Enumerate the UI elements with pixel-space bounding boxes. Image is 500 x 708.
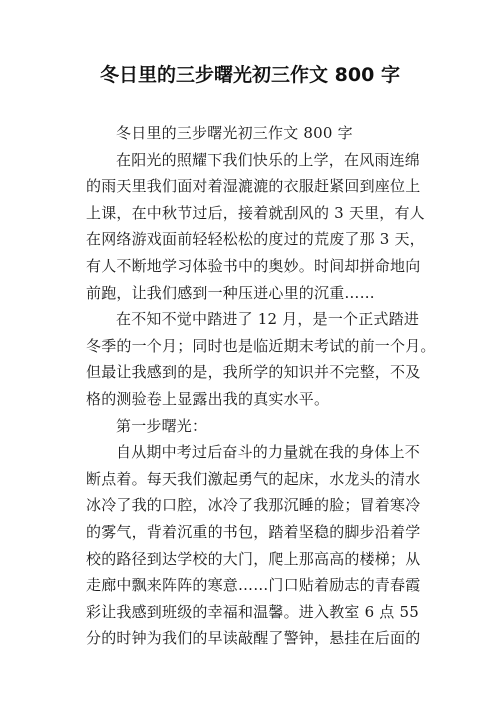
paragraph-line: 冬日里的三步曙光初三作文 800 字 bbox=[116, 124, 353, 142]
paragraph-heading bbox=[86, 120, 422, 147]
paragraph-line: 分的时钟为我们的早读敲醒了警钟，悬挂在后面的 bbox=[86, 629, 421, 648]
paragraph-line: 走廊中飘来阵阵的寒意……门口贴着励志的青春霞 bbox=[86, 576, 421, 595]
paragraph-line: 断点着。每天我们激起勇气的起床，水龙头的清水 bbox=[86, 469, 421, 488]
document-body bbox=[86, 120, 436, 652]
paragraph-line: 冬季的一个月；同时也是临近期末考试的前一个月。 bbox=[86, 336, 436, 355]
paragraph-line: 但最让我感到的是，我所学的知识并不完整，不及 bbox=[86, 363, 421, 382]
paragraph-line: 上课，在中秋节过后，接着就刮风的 3 天里，有人 bbox=[86, 203, 425, 222]
paragraph-line: 在网络游戏面前轻轻松松的度过的荒废了那 3 天， bbox=[86, 230, 425, 249]
paragraph-line: 的雨天里我们面对着湿漉漉的衣服赶紧回到座位上 bbox=[86, 177, 421, 196]
paragraph-line: 的雾气，背着沉重的书包，踏着坚稳的脚步沿着学 bbox=[86, 522, 421, 541]
paragraph-line: 在阳光的照耀下我们快乐的上学，在风雨连绵 bbox=[116, 150, 421, 169]
paragraph-3 bbox=[86, 439, 422, 652]
paragraph-line: 格的测验卷上显露出我的真实水平。 bbox=[86, 389, 330, 408]
paragraph-2 bbox=[86, 306, 436, 412]
section-heading bbox=[86, 413, 422, 440]
document-title: 冬日里的三步曙光初三作文 800 字 bbox=[100, 64, 400, 86]
paragraph-line: 第一步曙光： bbox=[116, 416, 208, 435]
paragraph-line: 彩让我感到班级的幸福和温馨。进入教室 6 点 55 bbox=[86, 602, 419, 621]
paragraph-line: 校的路径到达学校的大门，爬上那高高的楼梯；从 bbox=[86, 549, 421, 568]
paragraph-line: 有人不断地学习体验书中的奥妙。时间却拼命地向 bbox=[86, 256, 421, 275]
paragraph-1 bbox=[86, 147, 425, 307]
paragraph-line: 在不知不觉中踏进了 12 月，是一个正式踏进 bbox=[116, 310, 420, 329]
paragraph-line: 前跑，让我们感到一种压迸心里的沉重…… bbox=[86, 283, 375, 302]
paragraph-line: 自从期中考过后奋斗的力量就在我的身体上不 bbox=[116, 443, 421, 462]
paragraph-line: 冰冷了我的口腔，冰冷了我那沉睡的脸；冒着寒冷 bbox=[86, 496, 421, 515]
